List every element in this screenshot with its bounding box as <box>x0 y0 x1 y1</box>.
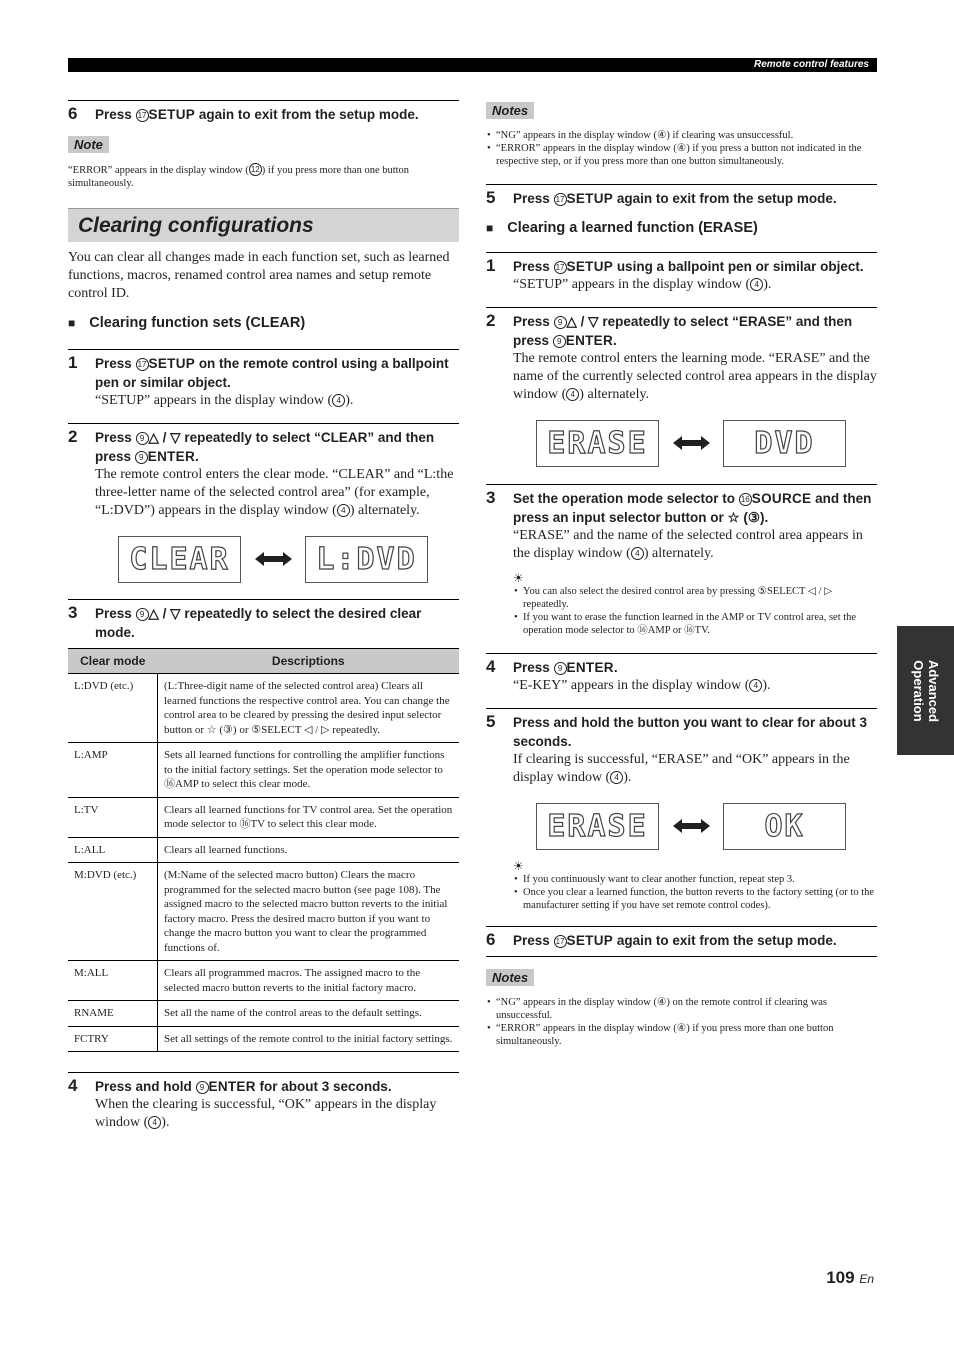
step-title: Press 17 SETUP again to exit from the setup mode. <box>95 107 419 122</box>
step-body: When the clearing is successful, “OK” appears in the display window ( 4 ). <box>95 1097 437 1130</box>
table-row <box>68 961 459 1001</box>
step-1-clear <box>68 349 459 410</box>
lcd-clear-pair <box>118 536 459 583</box>
step-4-erase <box>486 653 877 695</box>
left-column <box>68 100 459 1132</box>
step-number: 2 <box>486 311 496 330</box>
lcd-display: DVD <box>723 420 846 467</box>
step-body: The remote control enters the clear mode. “CLEAR” and “L:the three-letter name of the selected control area” (for example, “L:DVD”) appears in the display window ( 4 ) alternately. <box>95 467 454 518</box>
tip-icon: ☀ <box>513 859 524 873</box>
step-1-erase <box>486 252 877 294</box>
step-6-exit-setup <box>68 100 459 124</box>
list-item: • “ERROR” appears in the display window (④) if you press a button not indicated in the respective step, or if you press more than one button simultaneously. <box>496 142 877 168</box>
lcd-display: ERASE <box>536 420 659 467</box>
right-column <box>486 102 877 1048</box>
step-number: 3 <box>486 488 496 507</box>
tip-icon: ☀ <box>513 571 524 585</box>
double-arrow-icon <box>673 433 710 453</box>
cell-desc: (L:Three-digit name of the selected control area) Clears all learned functions the respective control area. You can change the control area to be cleared by pressing the desired input selector button or ☆ (③) or ⑤SELECT ◁ / ▷ repeatedly. <box>158 674 460 743</box>
table-row <box>68 863 459 961</box>
list-item: • If you continuously want to clear another function, repeat step 3. <box>523 873 877 886</box>
intro-paragraph: You can clear all changes made in each function set, such as learned functions, macros, renamed control area names and setup remote control ID. <box>68 250 450 301</box>
lcd-erase-ok-pair <box>536 803 877 850</box>
step-2-clear <box>68 423 459 520</box>
step-number: 4 <box>68 1076 78 1095</box>
step-number: 2 <box>68 427 78 446</box>
list-item: • You can also select the desired control area by pressing ⑤SELECT ◁ / ▷ repeatedly. <box>523 585 877 611</box>
lcd-display: ERASE <box>536 803 659 850</box>
cell-desc: (M:Name of the selected macro button) Clears the macro programmed for the selected macro button (see page 108). The assigned macro to the selected macro button reverts to the initial factory macro. Press the desired macro button if you want to change the macro button you want to clear the programmed functions of. <box>158 863 460 961</box>
notes-label: Notes <box>486 969 534 986</box>
step-body: “ERASE” and the name of the selected control area appears in the display window ( 4 ) alternately. <box>513 528 863 561</box>
step-title: Press and hold 9 ENTER for about 3 seconds. <box>95 1079 392 1094</box>
list-item: • “NG” appears in the display window (④) on the remote control if clearing was unsuccessful. <box>496 996 877 1022</box>
cell-desc: Set all settings of the remote control to the initial factory settings. <box>158 1026 460 1052</box>
step-body: If clearing is successful, “ERASE” and “OK” appears in the display window ( 4 ). <box>513 752 850 785</box>
step-title: Press 17 SETUP again to exit from the setup mode. <box>513 191 837 206</box>
notes-list <box>486 996 877 1048</box>
table-row <box>68 1001 459 1027</box>
table-row <box>68 837 459 863</box>
step-body: “SETUP” appears in the display window ( 4 ). <box>513 277 772 292</box>
step-body: “E-KEY” appears in the display window ( 4 ). <box>513 678 771 693</box>
step-title: Press and hold the button you want to clear for about 3 seconds. <box>513 715 868 749</box>
table-row <box>68 674 459 743</box>
lcd-display: CLEAR <box>118 536 241 583</box>
step-title: Set the operation mode selector to 16 SOURCE and then press an input selector button or ☆ (③). <box>513 491 872 525</box>
cell-desc: Clears all learned functions. <box>158 837 460 863</box>
cell-mode: L:DVD (etc.) <box>68 674 158 743</box>
cell-mode: M:DVD (etc.) <box>68 863 158 961</box>
step-number: 4 <box>486 657 496 676</box>
side-tab-line2: Operation <box>910 659 926 722</box>
step-2-erase <box>486 307 877 404</box>
cell-desc: Sets all learned functions for controlling the amplifier functions to the initial factory settings. Set the operation mode selector to ⑯AMP to select this clear mode. <box>158 743 460 798</box>
cell-mode: FCTRY <box>68 1026 158 1052</box>
cell-mode: L:AMP <box>68 743 158 798</box>
clear-mode-table <box>68 648 459 1052</box>
step-body: The remote control enters the learning mode. “ERASE” and the name of the currently selected control area appears in the display window ( 4 ) alternately. <box>513 351 877 402</box>
list-item: • If you want to erase the function learned in the AMP or TV control area, set the operation mode selector to ⑯AMP or ⑯TV. <box>523 611 877 637</box>
notes-label: Notes <box>486 102 534 119</box>
lcd-erase-dvd-pair <box>536 420 877 467</box>
cell-mode: L:TV <box>68 797 158 837</box>
header-bar <box>68 58 877 72</box>
cell-mode: L:ALL <box>68 837 158 863</box>
section-title <box>68 208 459 242</box>
table-row <box>68 1026 459 1052</box>
lcd-display: L:DVD <box>305 536 428 583</box>
section-title-text: Clearing configurations <box>78 214 314 237</box>
page-number: 109 En <box>826 1268 874 1287</box>
table-row <box>68 797 459 837</box>
step-title: Press 17 SETUP again to exit from the setup mode. <box>513 933 837 948</box>
subhead-clear: ■ Clearing function sets (CLEAR) <box>68 315 459 331</box>
step-3-clear <box>68 599 459 642</box>
step-number: 3 <box>68 603 78 622</box>
step-6-exit-setup <box>486 926 877 950</box>
list-item: • “NG” appears in the display window (④) if clearing was unsuccessful. <box>496 129 877 142</box>
table-row <box>68 743 459 798</box>
step-number: 5 <box>486 712 496 731</box>
side-tab <box>897 626 954 755</box>
cell-desc: Set all the name of the control areas to the default settings. <box>158 1001 460 1027</box>
side-tab-line1: Advanced <box>925 659 941 722</box>
double-arrow-icon <box>255 549 292 569</box>
list-item: • “ERROR” appears in the display window (④) if you press more than one button simultaneously. <box>496 1022 877 1048</box>
step-title: Press 9 △ / ▽ repeatedly to select “ERASE” and then press 9 ENTER. <box>513 314 853 348</box>
step-title: Press 9 △ / ▽ repeatedly to select “CLEAR” and then press 9 ENTER. <box>95 430 435 464</box>
lcd-display: OK <box>723 803 846 850</box>
step-body: “SETUP” appears in the display window ( 4 ). <box>95 393 354 408</box>
step-title: Press 17 SETUP on the remote control using a ballpoint pen or similar object. <box>95 356 449 390</box>
step-4-clear <box>68 1072 459 1132</box>
step-5-exit-setup <box>486 184 877 208</box>
note-label: Note <box>68 136 109 153</box>
tips-block <box>513 572 877 637</box>
col-header-clear-mode: Clear mode <box>68 649 158 674</box>
cell-desc: Clears all learned functions for TV control area. Set the operation mode selector to ⑯TV to select this clear mode. <box>158 797 460 837</box>
step-number: 6 <box>68 104 78 123</box>
col-header-descriptions: Descriptions <box>158 649 460 674</box>
step-number: 6 <box>486 930 496 949</box>
step-number: 1 <box>68 353 78 372</box>
cell-mode: RNAME <box>68 1001 158 1027</box>
double-arrow-icon <box>673 816 710 836</box>
step-title: Press 17 SETUP using a ballpoint pen or similar object. <box>513 259 864 274</box>
note-block <box>68 136 459 190</box>
notes2-block <box>486 969 877 1048</box>
list-item: • Once you clear a learned function, the button reverts to the factory setting (or to the manufacturer setting if you have set remote control codes). <box>523 886 877 912</box>
cell-desc: Clears all programmed macros. The assigned macro to the selected macro button reverts to the initial factory macro. <box>158 961 460 1001</box>
step-title: Press 9 △ / ▽ repeatedly to select the desired clear mode. <box>95 606 422 640</box>
note-text: “ERROR” appears in the display window ( 12 ) if you press more than one button simultaneously. <box>68 165 410 189</box>
step-title: Press 9 ENTER. <box>513 660 618 675</box>
step-number: 5 <box>486 188 496 207</box>
step-number: 1 <box>486 256 496 275</box>
subhead-erase: ■ Clearing a learned function (ERASE) <box>486 220 877 236</box>
tips-block <box>513 860 877 912</box>
step-3-erase <box>486 484 877 563</box>
step-5-erase <box>486 708 877 787</box>
cell-mode: M:ALL <box>68 961 158 1001</box>
header-section-label: Remote control features <box>753 59 869 70</box>
notes-list <box>486 129 877 168</box>
